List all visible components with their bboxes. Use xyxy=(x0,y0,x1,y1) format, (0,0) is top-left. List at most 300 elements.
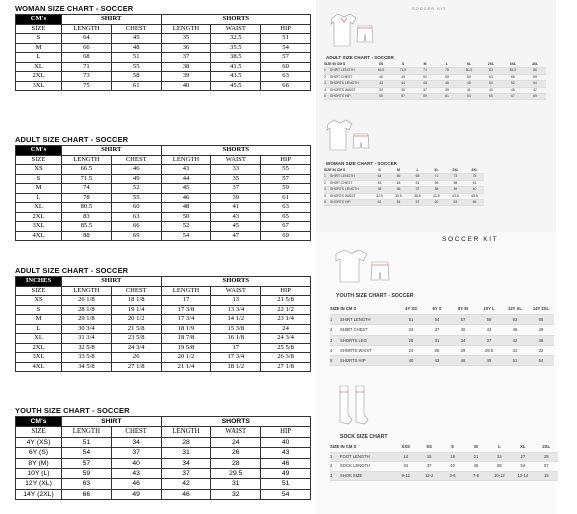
value-cell: 35 xyxy=(161,34,211,44)
column-header: SIZE xyxy=(16,427,62,437)
shorts-icon xyxy=(357,26,373,42)
value-cell: 69 xyxy=(261,231,311,241)
value-cell: 49 xyxy=(111,489,161,499)
value-cell: 45 xyxy=(502,87,524,93)
value-cell: 67 xyxy=(261,222,311,232)
socks-icon xyxy=(334,384,374,428)
size-cell: 3XL xyxy=(16,222,62,232)
size-cell: 2XL xyxy=(16,212,62,222)
header-cell: S xyxy=(441,443,464,452)
value-cell: 80.5 xyxy=(62,203,112,213)
row-number: 2 xyxy=(330,325,340,335)
header-cell: 2XL xyxy=(480,62,502,68)
row-label: SHOE SIZE xyxy=(340,471,394,481)
column-header: WAIST xyxy=(211,24,261,34)
table-row xyxy=(330,471,558,481)
value-cell: 66 xyxy=(261,81,311,91)
column-header: SIZE xyxy=(16,286,62,296)
value-cell: 71.5 xyxy=(62,174,112,184)
adult-in-table xyxy=(15,276,311,372)
header-cell: S xyxy=(370,168,389,174)
row-number: 1 xyxy=(324,174,330,180)
value-cell: 37 xyxy=(161,469,211,479)
value-cell: 28 xyxy=(535,452,558,462)
column-header: LENGTH xyxy=(161,155,211,165)
value-cell: 83 xyxy=(480,68,502,74)
youth-title: YOUTH SIZE CHART - SOCCER xyxy=(15,406,130,415)
table-row xyxy=(16,479,311,489)
header-cell: M xyxy=(414,62,436,68)
table-row xyxy=(330,325,554,335)
value-cell: 65 xyxy=(480,94,502,100)
woman-table xyxy=(15,14,311,91)
value-cell: 45 xyxy=(161,184,211,194)
column-header: LENGTH xyxy=(62,24,112,34)
value-cell: 46 xyxy=(111,479,161,489)
table-row xyxy=(16,315,311,325)
value-cell: 57 xyxy=(408,200,427,206)
value-cell: 26 xyxy=(424,345,450,355)
value-cell: 40 xyxy=(450,325,476,335)
value-cell: 45.5 xyxy=(211,81,261,91)
header-cell: XXS xyxy=(394,443,417,452)
table-row xyxy=(16,203,311,213)
row-label: SHIRT LENGTH xyxy=(330,174,370,180)
corner-cell: CM's xyxy=(16,146,62,156)
value-cell: 54 xyxy=(389,200,408,206)
size-cell: M xyxy=(16,184,62,194)
adult-kit-icon xyxy=(328,12,374,52)
header-cell: M xyxy=(389,168,408,174)
value-cell: 19 1/4 xyxy=(111,305,161,315)
value-cell: 37 xyxy=(211,184,261,194)
row-label: SHIRT CHEST xyxy=(330,180,370,186)
shirt-front-icon xyxy=(336,250,367,282)
value-cell: 55 xyxy=(436,74,458,80)
value-cell: 26 1/8 xyxy=(62,296,112,306)
column-header: CHEST xyxy=(111,155,161,165)
value-cell: 20 1/2 xyxy=(161,353,211,363)
value-cell: 45 xyxy=(111,34,161,44)
right-column xyxy=(316,0,577,514)
value-cell: 28 xyxy=(211,458,261,468)
value-cell: 66 xyxy=(62,489,112,499)
table-row xyxy=(16,212,311,222)
header-row xyxy=(330,305,554,315)
value-cell: 46 xyxy=(502,325,528,335)
size-cell: 6Y (S) xyxy=(16,448,62,458)
header-cell: 4XL xyxy=(524,62,546,68)
group-shirt-cell: SHIRT xyxy=(62,15,162,25)
table-row xyxy=(16,448,311,458)
value-cell: 43 xyxy=(161,165,211,175)
value-cell: 17 3/4 xyxy=(161,315,211,325)
value-cell: 55 xyxy=(261,165,311,175)
size-cell: 2XL xyxy=(16,343,62,353)
table-row xyxy=(16,174,311,184)
value-cell: 55 xyxy=(111,193,161,203)
r-youth-table xyxy=(330,305,554,366)
group-header-row xyxy=(16,277,311,287)
column-header: WAIST xyxy=(211,155,261,165)
header-cell: 8Y M xyxy=(450,305,476,315)
value-cell: 48 xyxy=(458,81,480,87)
row-label: SHIRT CHEST xyxy=(330,74,370,80)
value-cell: 44 xyxy=(392,81,414,87)
youth-section xyxy=(15,406,311,500)
row-label: SHORTS LEG xyxy=(340,335,398,345)
row-label: SHIRT LENGTH xyxy=(340,315,398,325)
value-cell: 38 xyxy=(161,62,211,72)
value-cell: 68 xyxy=(408,174,427,180)
value-cell: 57 xyxy=(261,174,311,184)
value-cell: 21 5/8 xyxy=(261,296,311,306)
value-cell: 43.5 xyxy=(446,193,465,199)
value-cell: 85.5 xyxy=(502,68,524,74)
size-cell: 4Y (XS) xyxy=(16,437,62,447)
value-cell: 32.5 xyxy=(370,193,389,199)
header-cell: 3XL xyxy=(502,62,524,68)
value-cell: 80.5 xyxy=(458,68,480,74)
r-sock-table xyxy=(330,443,558,481)
value-cell: 29 1/8 xyxy=(62,315,112,325)
value-cell: 61 xyxy=(465,180,484,186)
value-cell: 37 xyxy=(408,187,427,193)
row-label: SHORTS WAIST xyxy=(330,87,370,93)
row-label: FOOT LENGTH xyxy=(340,452,394,462)
value-cell: 46 xyxy=(370,74,392,80)
row-number: 5 xyxy=(324,200,330,206)
value-cell: 73 xyxy=(446,174,465,180)
value-cell: 55 xyxy=(370,94,392,100)
value-cell: 27 1/8 xyxy=(111,362,161,372)
r-sock-title: SOCK SIZE CHART xyxy=(340,434,388,440)
value-cell: 35 xyxy=(392,87,414,93)
value-cell: 61 xyxy=(261,193,311,203)
group-header-row xyxy=(16,417,311,427)
adult-cm-title: ADULT SIZE CHART - SOCCER xyxy=(15,135,129,144)
column-header: WAIST xyxy=(211,427,261,437)
size-cell: M xyxy=(16,43,62,53)
value-cell: 40 xyxy=(465,187,484,193)
size-cell: XL xyxy=(16,203,62,213)
corner-cell: INCHES xyxy=(16,277,62,287)
value-cell: 46 xyxy=(450,356,476,366)
value-cell: 7-9 xyxy=(464,471,487,481)
group-shorts-cell: SHORTS xyxy=(161,417,310,427)
top-caption: SOCCER KIT xyxy=(412,6,447,11)
table-row xyxy=(16,34,311,44)
value-cell: 13 3/4 xyxy=(211,305,261,315)
value-cell: 57 xyxy=(450,315,476,325)
adult-in-section xyxy=(15,266,311,372)
table-row xyxy=(16,296,311,306)
adult-cm-table xyxy=(15,145,311,241)
shorts-icon xyxy=(353,134,369,148)
value-cell: 58 xyxy=(111,72,161,82)
value-cell: 29.5 xyxy=(476,345,502,355)
value-cell: 52 xyxy=(161,222,211,232)
row-label: SOCK LENGTH xyxy=(340,462,394,472)
header-cell: XL xyxy=(458,62,480,68)
row-number: 2 xyxy=(330,462,340,472)
value-cell: 45 xyxy=(370,180,389,186)
value-cell: 49 xyxy=(476,356,502,366)
value-cell: 78 xyxy=(62,193,112,203)
value-cell: 46 xyxy=(436,81,458,87)
value-cell: 15 xyxy=(535,471,558,481)
value-cell: 21 xyxy=(464,452,487,462)
column-header: LENGTH xyxy=(161,286,211,296)
shirt-front-icon xyxy=(331,14,356,46)
size-cell: S xyxy=(16,34,62,44)
value-cell: 55 xyxy=(111,62,161,72)
value-cell: 51 xyxy=(111,53,161,63)
table-row xyxy=(16,489,311,499)
table-row xyxy=(16,193,311,203)
value-cell: 24 xyxy=(261,324,311,334)
value-cell: 46 xyxy=(161,489,211,499)
value-cell: 66 xyxy=(502,74,524,80)
size-cell: XL xyxy=(16,334,62,344)
r-woman-title: WOMAN SIZE CHART - SOCCER xyxy=(326,161,397,166)
value-cell: 42 xyxy=(161,479,211,489)
value-cell: 37 xyxy=(424,325,450,335)
header-cell: L xyxy=(408,168,427,174)
value-cell: 37 xyxy=(417,462,440,472)
value-cell: 88 xyxy=(524,68,546,74)
column-header: LENGTH xyxy=(62,427,112,437)
value-cell: 40 xyxy=(441,462,464,472)
youth-table xyxy=(15,416,311,500)
value-cell: 24 3/4 xyxy=(261,334,311,344)
value-cell: 35 xyxy=(370,187,389,193)
size-cell: 3XL xyxy=(16,81,62,91)
value-cell: 43 xyxy=(111,469,161,479)
value-cell: 71.5 xyxy=(392,68,414,74)
value-cell: 64 xyxy=(370,174,389,180)
value-cell: 47 xyxy=(524,87,546,93)
table-row xyxy=(324,200,484,206)
value-cell: 28 1/8 xyxy=(62,305,112,315)
size-cell: L xyxy=(16,53,62,63)
table-row xyxy=(16,165,311,175)
adult-in-title: ADULT SIZE CHART - SOCCER xyxy=(15,266,129,275)
adult-cm-section xyxy=(15,135,311,241)
size-cell: L xyxy=(16,193,62,203)
value-cell: 61 xyxy=(111,81,161,91)
value-cell: 50 xyxy=(161,212,211,222)
value-cell: 63 xyxy=(261,72,311,82)
value-cell: 43 xyxy=(261,448,311,458)
value-cell: 59 xyxy=(261,184,311,194)
table-row xyxy=(16,343,311,353)
table-row xyxy=(330,462,558,472)
table-row xyxy=(16,53,311,63)
column-header: CHEST xyxy=(111,427,161,437)
value-cell: 28 xyxy=(398,335,424,345)
value-cell: 24 xyxy=(488,452,511,462)
value-cell: 46 xyxy=(111,165,161,175)
value-cell: 49 xyxy=(528,325,554,335)
youth-kit-icon xyxy=(332,248,392,288)
value-cell: 14 1/2 xyxy=(211,315,261,325)
value-cell: 60 xyxy=(458,74,480,80)
row-number: 4 xyxy=(324,87,330,93)
value-cell: 35 xyxy=(211,174,261,184)
value-cell: 15 3/8 xyxy=(211,324,261,334)
value-cell: 57 xyxy=(392,94,414,100)
table-row xyxy=(324,94,546,100)
row-number: 2 xyxy=(324,180,330,186)
value-cell: 71 xyxy=(427,174,446,180)
value-cell: 61 xyxy=(436,94,458,100)
value-cell: 64 xyxy=(62,34,112,44)
value-cell: 41 xyxy=(211,203,261,213)
column-header-row xyxy=(16,24,311,34)
value-cell: 60 xyxy=(111,203,161,213)
value-cell: 51 xyxy=(261,34,311,44)
value-cell: 49 xyxy=(392,74,414,80)
value-cell: 43 xyxy=(424,356,450,366)
value-cell: 34 5/8 xyxy=(62,362,112,372)
r-adult-table xyxy=(324,62,546,100)
value-cell: 69 xyxy=(111,231,161,241)
value-cell: 23 5/8 xyxy=(111,334,161,344)
value-cell: 54 xyxy=(424,315,450,325)
value-cell: 43.5 xyxy=(211,72,261,82)
column-header: LENGTH xyxy=(62,286,112,296)
value-cell: 45 xyxy=(211,222,261,232)
table-row xyxy=(16,184,311,194)
size-cell: 2XL xyxy=(16,72,62,82)
size-cell: 14Y (2XL) xyxy=(16,489,62,499)
header-cell: XS xyxy=(370,62,392,68)
value-cell: 34 xyxy=(161,458,211,468)
value-cell: 32 5/8 xyxy=(62,343,112,353)
column-header: LENGTH xyxy=(161,24,211,34)
value-cell: 34 xyxy=(111,437,161,447)
value-cell: 40 xyxy=(398,356,424,366)
header-label: SIZE IN CM S xyxy=(324,168,370,174)
value-cell: 54 xyxy=(524,81,546,87)
value-cell: 68 xyxy=(62,53,112,63)
value-cell: 13-14 xyxy=(511,471,534,481)
value-cell: 57 xyxy=(535,462,558,472)
header-cell: 4Y XS xyxy=(398,305,424,315)
column-header: HIP xyxy=(261,155,311,165)
row-label: SHORTS HIP xyxy=(330,200,370,206)
value-cell: 26 xyxy=(111,353,161,363)
value-cell: 75 xyxy=(465,174,484,180)
value-cell: 24 xyxy=(211,437,261,447)
table-row xyxy=(16,334,311,344)
value-cell: 37 xyxy=(476,335,502,345)
size-cell: 8Y (M) xyxy=(16,458,62,468)
value-cell: 35.5 xyxy=(211,43,261,53)
value-cell: 71 xyxy=(62,62,112,72)
value-cell: 34 xyxy=(450,335,476,345)
value-cell: 51 xyxy=(502,356,528,366)
table-row xyxy=(16,353,311,363)
value-cell: 45 xyxy=(414,81,436,87)
value-cell: 48 xyxy=(161,203,211,213)
value-cell: 18 xyxy=(441,452,464,462)
value-cell: 57 xyxy=(62,458,112,468)
header-cell: XL xyxy=(511,443,534,452)
value-cell: 51 xyxy=(62,437,112,447)
value-cell: 59 xyxy=(62,469,112,479)
value-cell: 33 xyxy=(211,165,261,175)
row-number: 3 xyxy=(324,187,330,193)
value-cell: 27 1/8 xyxy=(261,362,311,372)
value-cell: 32.5 xyxy=(211,34,261,44)
value-cell: 43 xyxy=(370,81,392,87)
value-cell: 49 xyxy=(111,174,161,184)
value-cell: 38.5 xyxy=(408,193,427,199)
value-cell: 37 xyxy=(111,448,161,458)
group-shorts-cell: SHORTS xyxy=(161,15,310,25)
value-cell: 49 xyxy=(261,469,311,479)
header-cell: L xyxy=(488,443,511,452)
value-cell: 43 xyxy=(476,325,502,335)
size-cell: 4XL xyxy=(16,362,62,372)
header-cell: 3XL xyxy=(465,168,484,174)
row-number: 3 xyxy=(324,81,330,87)
value-cell: 66 xyxy=(62,43,112,53)
value-cell: 54 xyxy=(161,231,211,241)
value-cell: 40 xyxy=(261,437,311,447)
value-cell: 59 xyxy=(476,315,502,325)
value-cell: 36 xyxy=(161,43,211,53)
row-number: 1 xyxy=(324,68,330,74)
value-cell: 38 xyxy=(427,187,446,193)
size-cell: S xyxy=(16,174,62,184)
table-row xyxy=(16,324,311,334)
value-cell: 63 xyxy=(502,315,528,325)
table-row xyxy=(330,315,554,325)
group-shorts-cell: SHORTS xyxy=(161,146,310,156)
value-cell: 37 xyxy=(414,87,436,93)
value-cell: 63 xyxy=(261,203,311,213)
value-cell: 50 xyxy=(480,81,502,87)
value-cell: 54 xyxy=(261,489,311,499)
value-cell: 28 xyxy=(450,345,476,355)
value-cell: 31 xyxy=(424,335,450,345)
column-header: HIP xyxy=(261,427,311,437)
header-cell: S xyxy=(392,62,414,68)
value-cell: 24 3/4 xyxy=(111,343,161,353)
r-woman-table xyxy=(324,168,484,206)
row-label: SHORTS LENGTH xyxy=(330,187,370,193)
value-cell: 40 xyxy=(161,81,211,91)
row-number: 3 xyxy=(330,471,340,481)
value-cell: 66 xyxy=(465,200,484,206)
header-cell: XL xyxy=(427,168,446,174)
column-header-row xyxy=(16,286,311,296)
kit-title: SOCCER KIT xyxy=(442,236,499,243)
value-cell: 32 xyxy=(528,345,554,355)
value-cell: 54 xyxy=(261,43,311,53)
header-label: SIZE IN CM S xyxy=(324,62,370,68)
value-cell: 12-2 xyxy=(417,471,440,481)
woman-title: WOMAN SIZE CHART - SOCCER xyxy=(15,4,134,13)
value-cell: 16 1/8 xyxy=(211,334,261,344)
value-cell: 60 xyxy=(427,200,446,206)
value-cell: 54 xyxy=(511,462,534,472)
value-cell: 18 1/2 xyxy=(211,362,261,372)
column-header: HIP xyxy=(261,24,311,34)
